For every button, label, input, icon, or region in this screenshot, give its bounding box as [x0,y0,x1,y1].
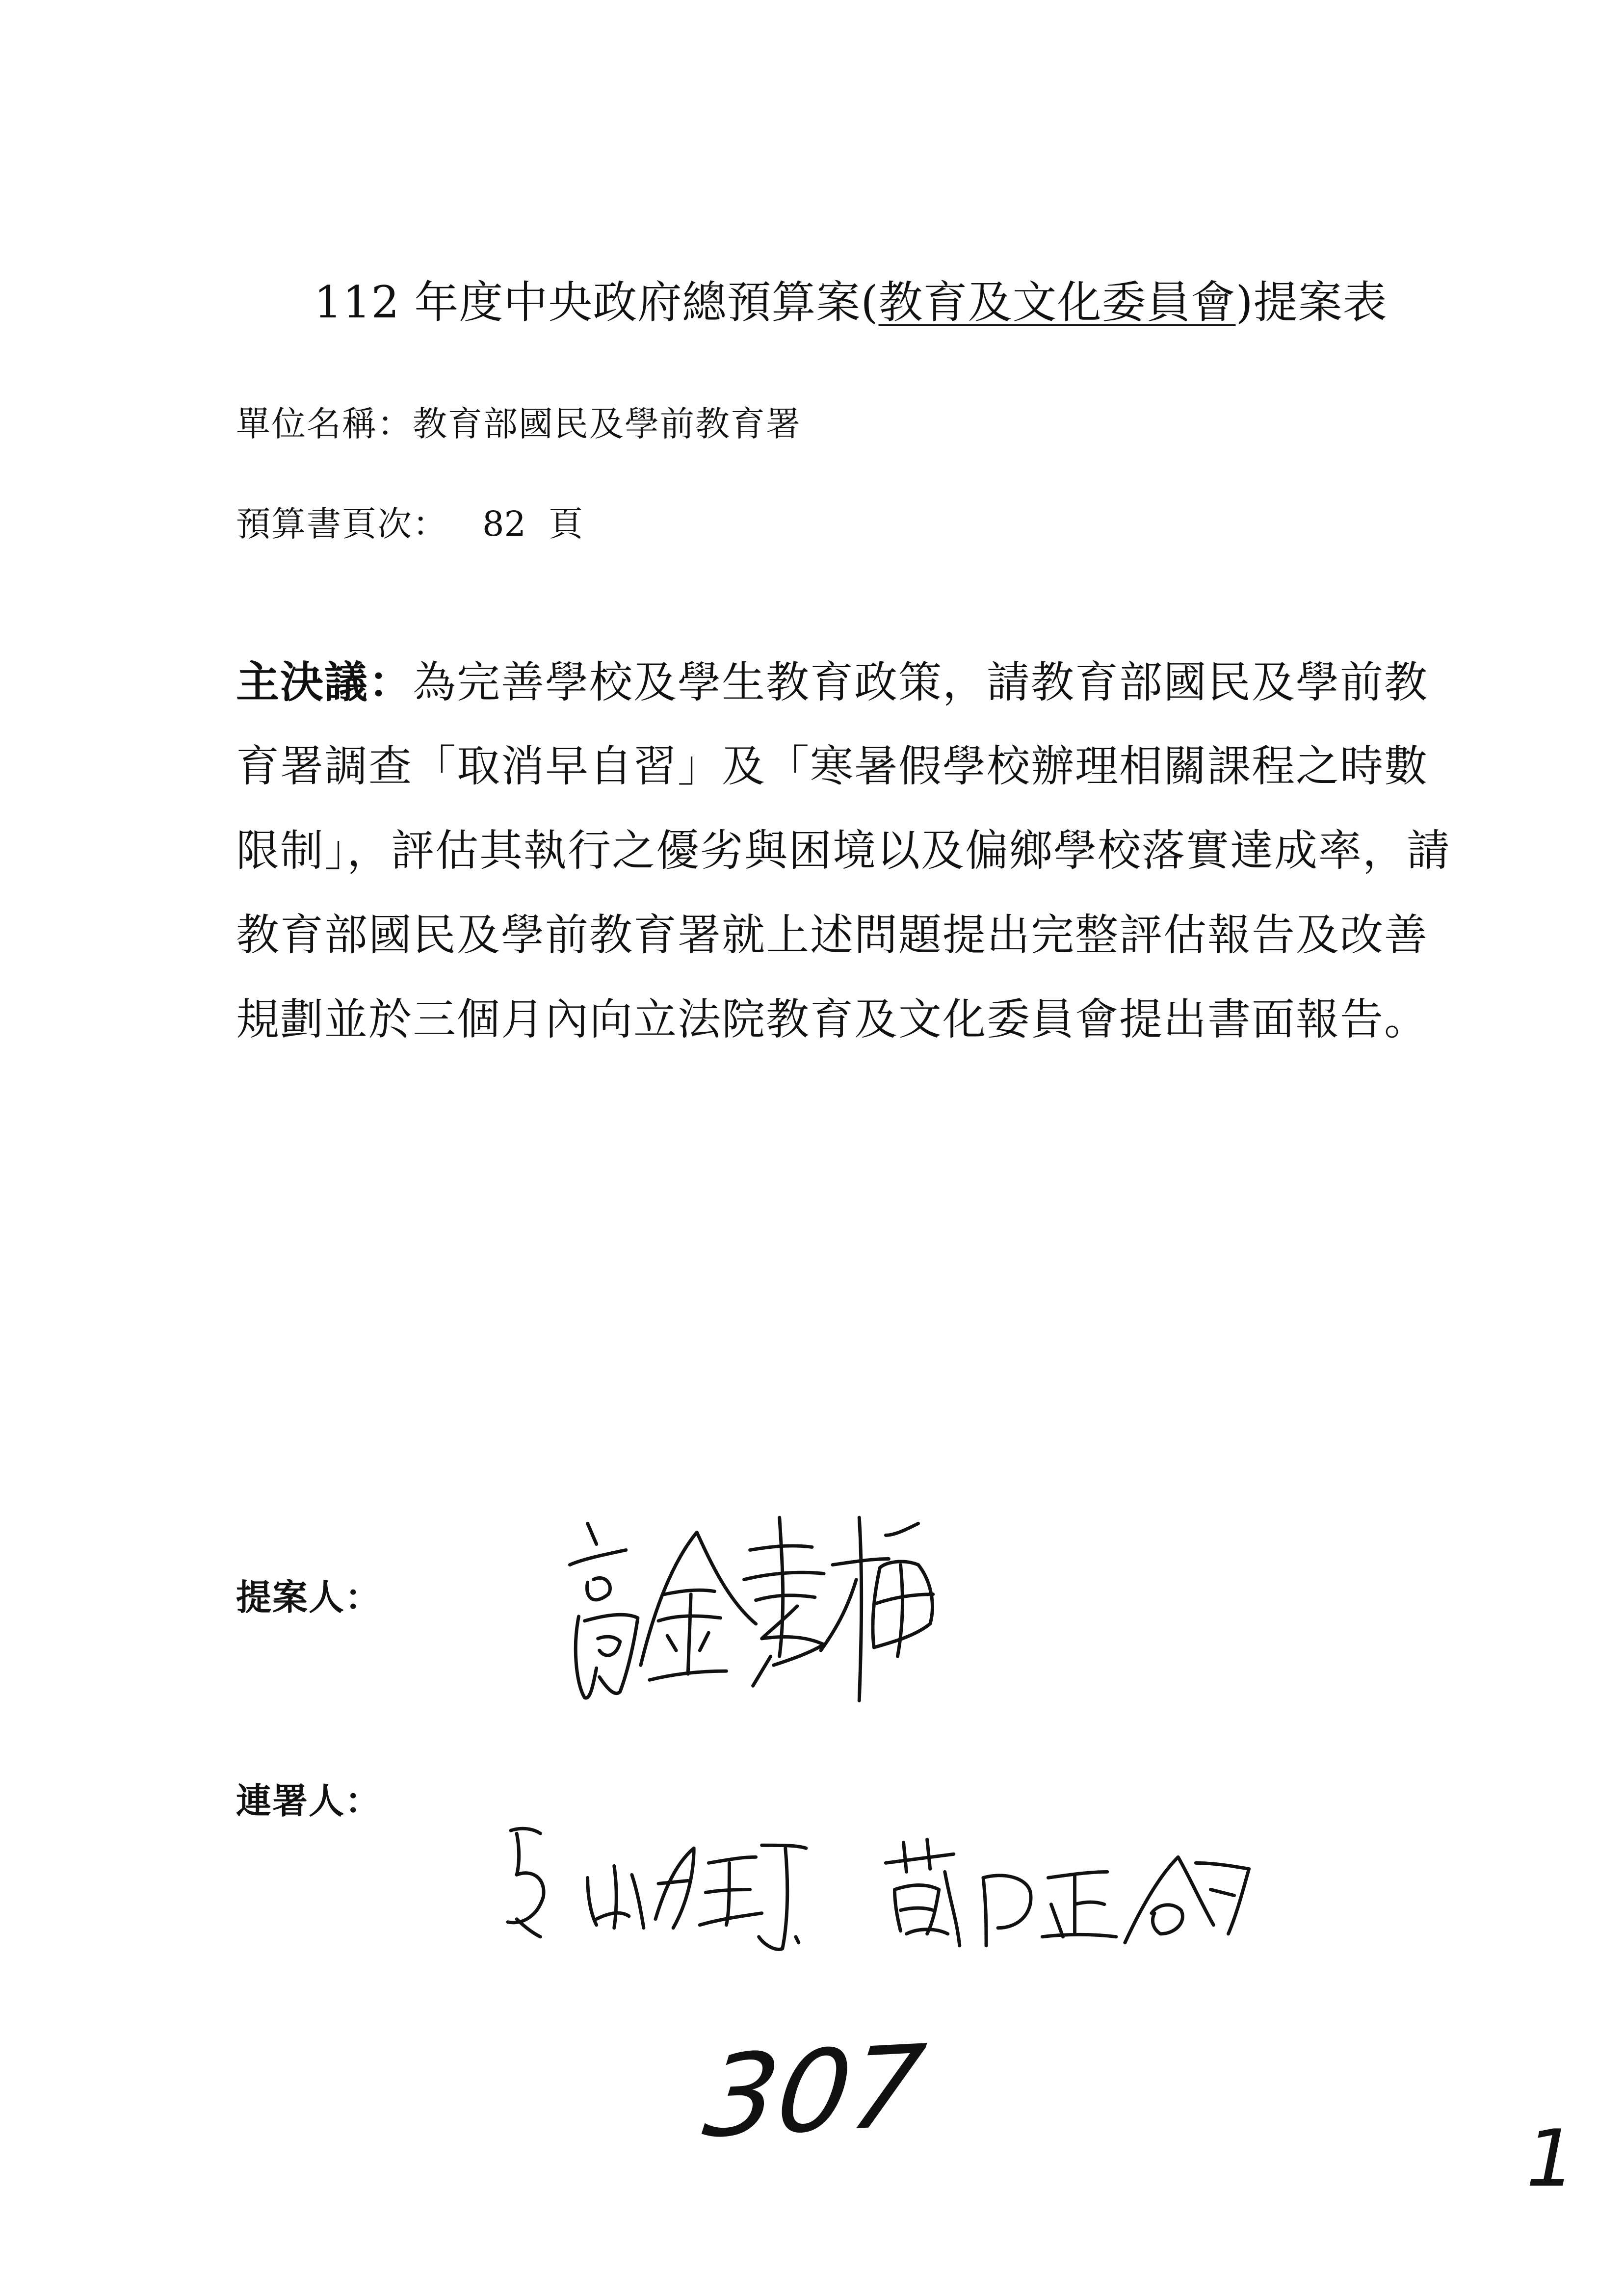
proposer-signature-stroke [650,1671,726,1680]
budget-page-number: 82 [482,504,526,544]
resolution-line-text: 為完善學校及學生教育政策，請教育部國民及學前教 [413,657,1429,707]
cosigner-signature-1 [508,1828,806,1949]
title-suffix: )提案表 [1235,277,1388,328]
proposer-signature-stroke [833,1559,889,1565]
cosigner-signature-2-stroke [983,1878,986,1945]
proposer-signature-stroke [570,1550,626,1565]
proposer-signature-stroke [667,1636,676,1650]
proposer-signature-stroke [588,1523,597,1544]
cosigner-signature-1-stroke [655,1848,694,1928]
budget-page-label: 預算書頁次： [236,504,448,544]
budget-page-field [236,502,584,546]
cosigner-signature-1-stroke [759,1848,787,1949]
proposer-signature-stroke [753,1656,771,1686]
resolution-line: 限制」，評估其執行之優劣與困境以及偏鄉學校落實達成率，請 [236,825,1451,876]
proposer-label: 提案人： [236,1576,382,1618]
cosigner-signature-1-stroke [658,1880,688,1883]
cosigner-signature-2-stroke [1048,1872,1107,1878]
proposer-signature-stroke [688,1594,691,1674]
document-title [314,276,1388,330]
cosigner-signature-2-stroke [1075,1902,1104,1905]
resolution-line: 規劃並於三個月內向立法院教育及文化委員會提出書面報告。 [236,994,1429,1044]
budget-page-unit: 頁 [549,504,584,544]
proposer-signature-stroke [756,1595,815,1600]
proposer-signature-stroke [585,1615,638,1693]
cosigner-signature-1-stroke [614,1866,617,1928]
cosigner-signature-2-stroke [1196,1863,1249,1933]
proposer-signature-stroke [886,1523,918,1535]
proposer-signature-stroke [873,1562,932,1647]
cosigner-signature-2-stroke [1042,1934,1116,1937]
cosigner-signature-2-stroke [1210,1890,1234,1896]
cosigner-signature-2-stroke [1152,1905,1182,1934]
cosigner-signature-1-stroke [511,1828,540,1833]
main-resolution [236,640,1451,1062]
cosigner-signature-1-stroke [796,1937,799,1943]
cosigner-signature-2-stroke [894,1885,939,1933]
cosigner-signature-2-stroke [894,1890,900,1931]
cosigner-signature-2 [886,1839,1249,1946]
proposer-signature-stroke [664,1590,714,1594]
resolution-line [236,640,1451,724]
cosigner-signature-1-stroke [726,1863,729,1925]
proposer-signature [570,1517,933,1700]
unit-name-label: 單位名稱： [236,404,413,444]
cosigner-signature-1-stroke [762,1845,806,1848]
cosigner-signature-1-stroke [597,1913,629,1919]
proposer-signature-stroke [700,1633,708,1650]
proposer-signature-stroke [598,1637,620,1655]
cosigner-signature-2-stroke [983,1876,1031,1928]
cosigner-signature-1-stroke [632,1875,644,1928]
cosigner-signature-2-stroke [927,1839,930,1869]
cosigner-signature-2-stroke [886,1854,953,1863]
cosigner-signature-1-stroke [508,1833,544,1923]
cosigner-signature-2-stroke [1051,1905,1063,1937]
cosigner-signature-1-stroke [708,1857,756,1863]
proposer-signature-stroke [658,1616,720,1621]
cosigner-signature-2-stroke [945,1872,960,1945]
title-prefix: 112 年度中央政府總預算案( [314,277,879,328]
cosigner-signature-1-stroke [517,1919,540,1937]
unit-name-field [236,402,801,446]
cosigner-signature-2-stroke [907,1930,948,1934]
handwritten-page-mark: 1 [1526,2113,1576,2204]
proposer-signature-stroke [780,1517,783,1656]
resolution-label: 主決議： [236,656,413,707]
unit-name-value: 教育部國民及學前教育署 [413,404,801,444]
cosigner-signature-2-stroke [900,1908,933,1910]
cosigner-signature-1-stroke [700,1913,761,1925]
handwritten-serial-number: 307 [697,2021,931,2164]
cosigner-signature-2-stroke [904,1842,907,1872]
proposer-signature-stroke [750,1546,812,1550]
title-committee: 教育及文化委員會 [878,277,1236,328]
cosigner-label: 連署人： [236,1780,382,1822]
cosigner-signature-1-stroke [588,1878,597,1925]
proposer-signature-stroke [587,1578,610,1599]
resolution-line: 育署調查「取消早自習」及「寒暑假學校辦理相關課程之時數 [236,741,1429,791]
proposer-signature-stroke [744,1572,824,1579]
proposer-signature-stroke [641,1532,756,1665]
proposer-signature-stroke [859,1517,862,1700]
proposer-signature-stroke [897,1565,902,1657]
proposer-signature-stroke [877,1594,933,1603]
proposer-signature-stroke [576,1617,596,1698]
resolution-line: 教育部國民及學前教育署就上述問題提出完整評估報告及改善 [236,910,1429,960]
cosigner-signature-1-stroke [706,1890,750,1893]
cosigner-signature-2-stroke [1125,1857,1214,1943]
proposer-signature-stroke [821,1580,856,1650]
proposer-signature-stroke [762,1606,824,1665]
